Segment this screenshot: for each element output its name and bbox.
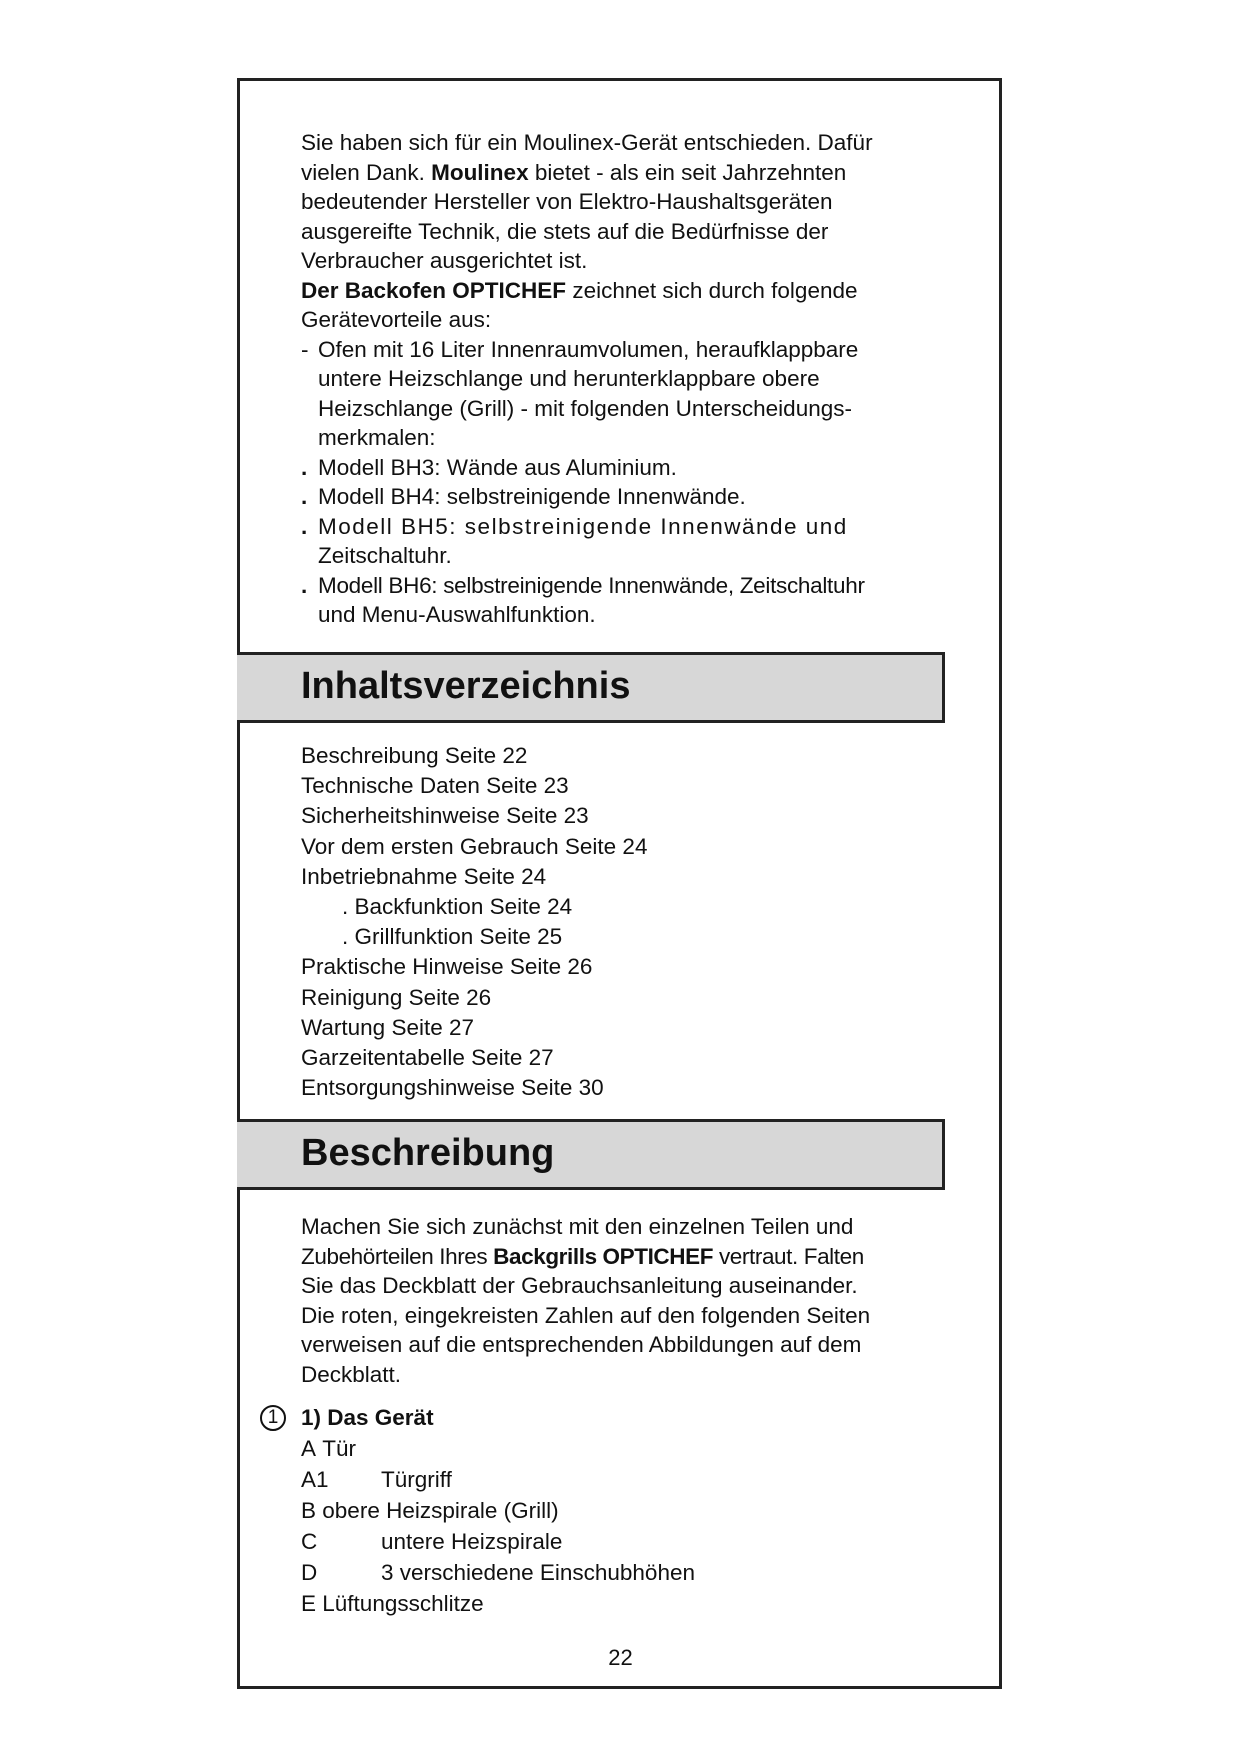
feature-line: Heizschlange (Grill) - mit folgenden Unterscheidungs- [318, 395, 852, 421]
part-key: A1 [301, 1467, 329, 1492]
part-row [301, 1464, 695, 1495]
device-heading: 1) Das Gerät [301, 1405, 434, 1430]
toc-item: Reinigung Seite 26 [301, 984, 492, 1010]
part-row [301, 1495, 695, 1526]
intro-line: ausgereifte Technik, die stets auf die Bedürfnisse der [301, 218, 829, 244]
model-line: Modell BH4: selbstreinigende Innenwände. [318, 484, 746, 509]
intro-text: bietet - als ein seit Jahrzehnten [528, 159, 847, 185]
toc-item: Entsorgungshinweise Seite 30 [301, 1075, 604, 1101]
model-line: und Menu-Auswahlfunktion. [318, 602, 596, 627]
description-line: verweisen auf die entsprechenden Abbildungen auf dem [301, 1332, 862, 1357]
toc-title: Inhaltsverzeichnis [301, 665, 631, 707]
model-item [301, 571, 943, 630]
toc-item: Inbetriebnahme Seite 24 [301, 863, 547, 889]
toc-item: Praktische Hinweise Seite 26 [301, 954, 593, 980]
description-text: Zubehörteilen Ihres [301, 1243, 494, 1269]
description-paragraph [301, 1212, 943, 1389]
intro-line: Sie haben sich für ein Moulinex-Gerät entschieden. Dafür [301, 130, 873, 155]
feature-line: untere Heizschlange und herunterklappbare obere [318, 366, 820, 391]
description-text: vertraut. Falten [713, 1243, 864, 1269]
description-header-band [237, 1119, 945, 1190]
feature-line: Ofen mit 16 Liter Innenraumvolumen, heraufklappbare [318, 336, 859, 362]
intro-line [301, 276, 943, 306]
description-line: Die roten, eingekreisten Zahlen auf den folgenden Seiten [301, 1302, 871, 1328]
intro-line: Gerätevorteile aus: [301, 307, 492, 332]
page-number: 22 [608, 1645, 633, 1670]
intro-paragraph [301, 128, 943, 630]
part-row [301, 1526, 695, 1557]
product-name: Der Backofen OPTICHEF [301, 277, 567, 303]
toc-subitem: . Backfunktion Seite 24 [342, 894, 573, 920]
bullet-mark: . [301, 513, 308, 539]
toc-item: Vor dem ersten Gebrauch Seite 24 [301, 833, 648, 859]
intro-line: bedeutender Hersteller von Elektro-Haushaltsgeräten [301, 189, 833, 214]
model-item [301, 453, 943, 483]
part-key: A [301, 1436, 317, 1461]
bullet-mark: . [301, 484, 308, 509]
part-label: Türgriff [381, 1467, 452, 1492]
description-title: Beschreibung [301, 1132, 555, 1174]
part-label: obere Heizspirale (Grill) [322, 1498, 559, 1523]
brand-name: Moulinex [431, 159, 529, 185]
feature-line: merkmalen: [318, 425, 436, 450]
description-line [301, 1242, 943, 1272]
part-key: C [301, 1529, 318, 1554]
model-item [301, 512, 943, 571]
toc-header-band [237, 652, 945, 723]
part-row [301, 1588, 695, 1619]
toc-item: Sicherheitshinweise Seite 23 [301, 803, 589, 829]
part-row [301, 1557, 695, 1588]
table-of-contents [301, 741, 647, 1103]
product-name: Backgrills OPTICHEF [493, 1243, 714, 1269]
part-label: Tür [322, 1436, 357, 1461]
intro-line: Verbraucher ausgerichtet ist. [301, 248, 588, 273]
toc-item: Wartung Seite 27 [301, 1014, 475, 1040]
feature-item [301, 335, 943, 453]
toc-item: Garzeitentabelle Seite 27 [301, 1045, 554, 1071]
part-label: Lüftungsschlitze [322, 1591, 484, 1616]
part-key: D [301, 1560, 318, 1585]
description-line: Machen Sie sich zunächst mit den einzelnen Teilen und [301, 1214, 854, 1239]
dash-mark: - [301, 336, 309, 362]
intro-line [301, 158, 943, 188]
description-line: Deckblatt. [301, 1361, 402, 1387]
model-line: Modell BH5: selbstreinigende Innenwände und [318, 513, 848, 539]
intro-text: zeichnet sich durch folgende [566, 277, 858, 303]
description-line: Sie das Deckblatt der Gebrauchsanleitung auseinander. [301, 1273, 858, 1298]
part-row [301, 1433, 695, 1464]
toc-subitem: . Grillfunktion Seite 25 [342, 924, 563, 950]
part-label: 3 verschiedene Einschubhöhen [381, 1560, 695, 1585]
intro-text: vielen Dank. [301, 159, 432, 185]
model-item [301, 482, 943, 512]
part-key: E [301, 1591, 317, 1616]
figure-number-badge: 1 [260, 1405, 286, 1431]
toc-item: Beschreibung Seite 22 [301, 743, 528, 768]
part-key: B [301, 1498, 317, 1523]
device-parts-list [301, 1402, 695, 1619]
model-line: Modell BH3: Wände aus Aluminium. [318, 454, 677, 480]
bullet-mark: . [301, 454, 308, 480]
toc-item: Technische Daten Seite 23 [301, 773, 569, 799]
model-line: Modell BH6: selbstreinigende Innenwände, Zeitschaltuhr [318, 572, 865, 598]
part-label: untere Heizspirale [381, 1529, 563, 1554]
bullet-mark: . [301, 572, 308, 598]
model-line: Zeitschaltuhr. [318, 543, 452, 568]
